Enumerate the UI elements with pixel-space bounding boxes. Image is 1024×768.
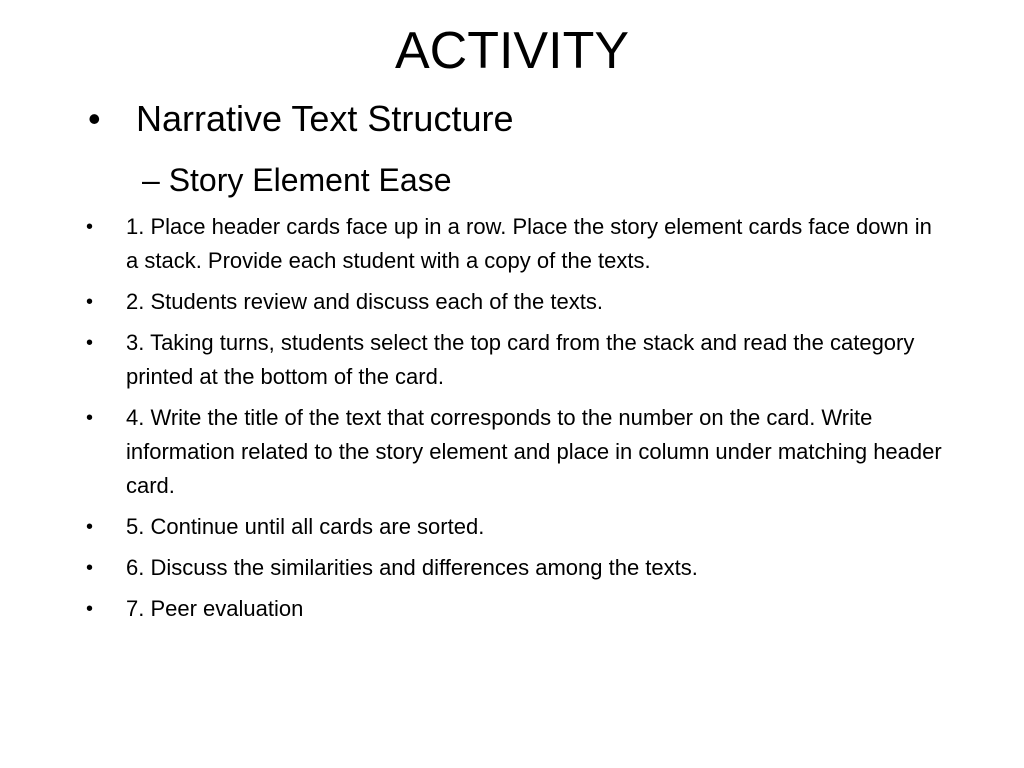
bullet-icon: • <box>86 332 94 354</box>
step-text: 2. Students review and discuss each of the texts. <box>126 289 603 314</box>
bullet-icon: • <box>86 557 94 579</box>
list-item <box>84 592 944 626</box>
bullet-icon: • <box>86 516 94 538</box>
list-item <box>84 551 944 585</box>
bullet-icon: • <box>86 291 94 313</box>
step-text: 5. Continue until all cards are sorted. <box>126 514 485 539</box>
list-item <box>84 285 944 319</box>
bullet-icon: • <box>86 216 94 238</box>
step-text: 1. Place header cards face up in a row. Place the story element cards face down in a stack. Provide each student with a copy of the texts. <box>126 214 932 273</box>
step-text: 4. Write the title of the text that corresponds to the number on the card. Write information related to the story element and place in column under matching header card. <box>126 405 942 498</box>
slide-title: ACTIVITY <box>394 22 630 80</box>
bullet-icon: • <box>86 407 94 429</box>
list-item <box>84 510 944 544</box>
step-text: 3. Taking turns, students select the top card from the stack and read the category printed at the bottom of the card. <box>126 330 915 389</box>
list-item <box>84 326 944 394</box>
list-item <box>84 210 944 278</box>
bullet-icon: • <box>88 98 101 139</box>
steps-list <box>84 210 944 633</box>
bullet-icon: • <box>86 598 94 620</box>
heading-text: Narrative Text Structure <box>136 98 514 139</box>
step-text: 7. Peer evaluation <box>126 596 304 621</box>
subheading-text: – Story Element Ease <box>142 162 452 198</box>
list-item <box>84 401 944 503</box>
step-text: 6. Discuss the similarities and differences among the texts. <box>126 555 698 580</box>
